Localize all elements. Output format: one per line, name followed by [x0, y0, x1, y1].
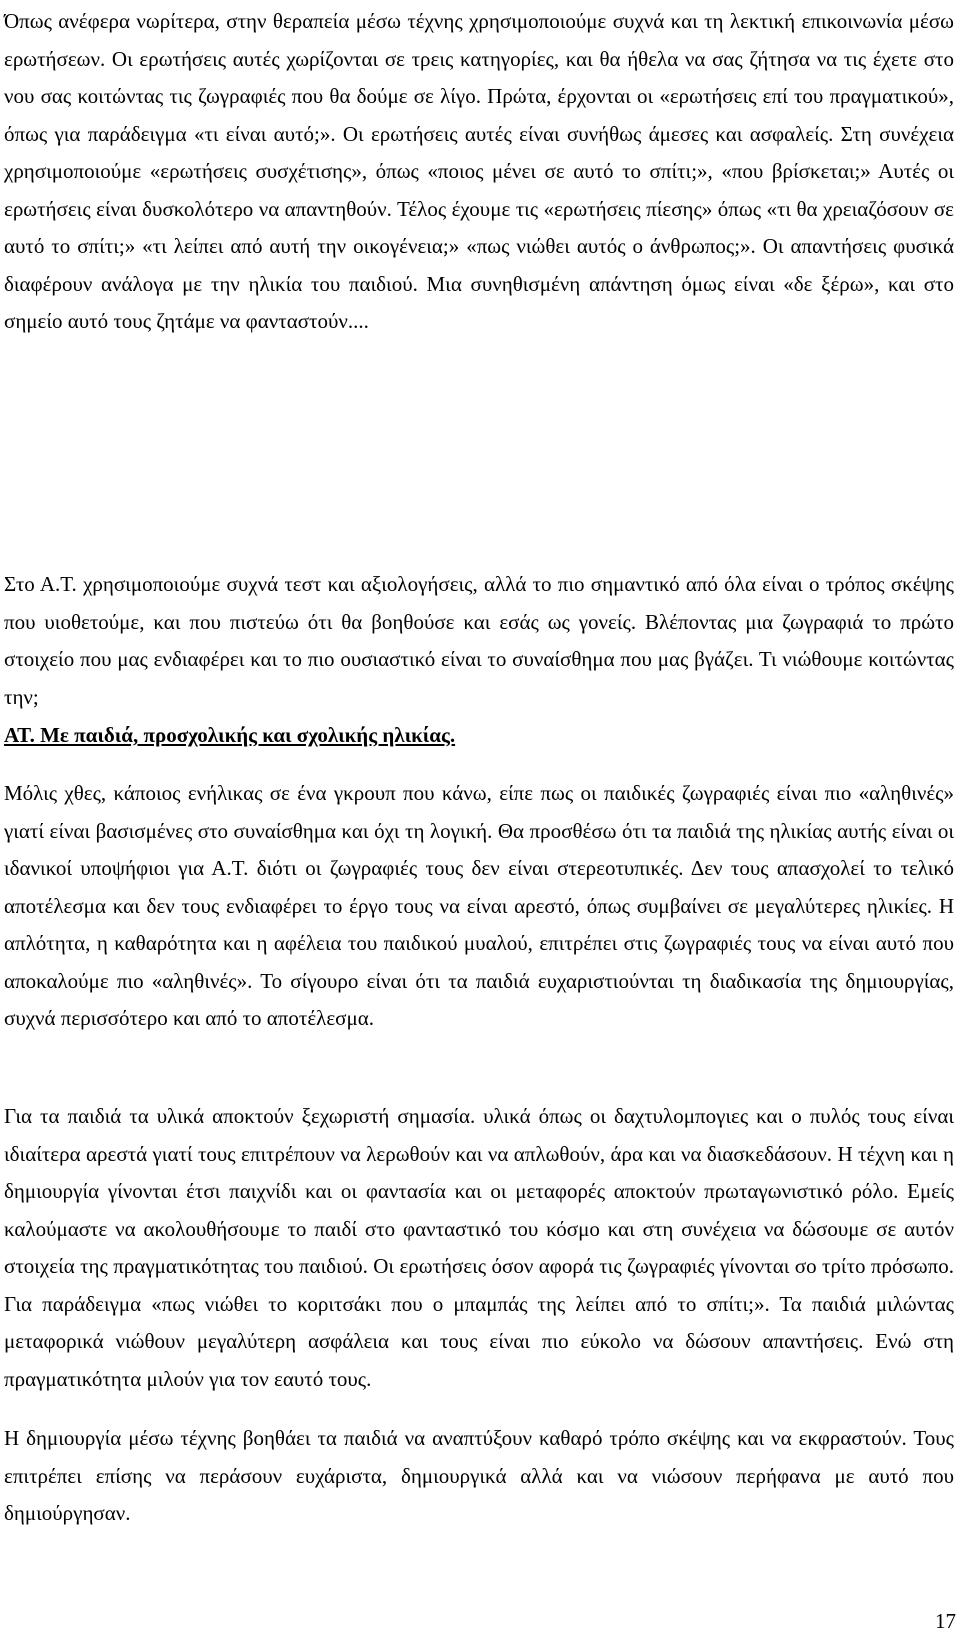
page-number: 17	[935, 1609, 956, 1633]
paragraph-materials: Για τα παιδιά τα υλικά αποκτούν ξεχωριστή σημασία. υλικά όπως οι δαχτυλομπογιες και ο πυλός τους είναι ιδιαίτερα αρεστά γιατί τους επιτρέπουν να λερωθούν και να απλωθούν, άρα και να διασκεδάσουν. Η τέχνη και η δημιουργία γίνονται έτσι παιχνίδι και οι φαντασία και οι μεταφορές αποκτούν πρωταγωνιστικό ρόλο. Εμείς καλούμαστε να ακολουθήσουμε το παιδί στο φανταστικό του κόσμο και στη συνέχεια να δώσουμε σε αυτόν στοιχεία της πραγματικότητας του παιδιού. Οι ερωτήσεις όσον αφορά τις ζωγραφιές γίνονται σο τρίτο πρόσωπο. Για παράδειγμα «πως νιώθει το κοριτσάκι που ο μπαμπάς της λείπει από το σπίτι;». Τα παιδιά μιλώντας μεταφορικά νιώθουν μεγαλύτερη ασφάλεια και τους είναι πιο εύκολο να δώσουν απαντήσεις. Ενώ στη πραγματικότητα μιλούν για τον εαυτό τους.	[4, 1104, 954, 1391]
paragraph-way-of-thinking: Στο Α.Τ. χρησιμοποιούμε συχνά τεστ και αξιολογήσεις, αλλά το πιο σημαντικό από όλα είναι ο τρόπος σκέψης που υιοθετούμε, και που πιστεύω ότι θα βοηθούσε και εσάς ως γονείς. Βλέποντας μια ζωγραφιά το πρώτο στοιχείο που μας ενδιαφέρει και το πιο ουσιαστικό είναι το συναίσθημα που μας βγάζει. Τι νιώθουμε κοιτώντας την;	[4, 572, 954, 709]
paragraph-children-drawings: Μόλις χθες, κάποιος ενήλικας σε ένα γκρουπ που κάνω, είπε πως οι παιδικές ζωγραφιές είναι πιο «αληθινές» γιατί είναι βασισμένες στο συναίσθημα και όχι τη λογική. Θα προσθέσω ότι τα παιδιά της ηλικίας αυτής είναι οι ιδανικοί υποψήφιοι για Α.Τ. διότι οι ζωγραφιές τους δεν είναι στερεοτυπικές. Δεν τους απασχολεί το τελικό αποτέλεσμα και δεν τους ενδιαφέρει το έργο τους να είναι αρεστό, όπως συμβαίνει σε μεγαλύτερες ηλικίες. Η απλότητα, η καθαρότητα και η αφέλεια του παιδικού μυαλού, επιτρέπει στις ζωγραφιές τους να είναι αυτό που αποκαλούμε πιο «αληθινές». Το σίγουρο είναι ότι τα παιδιά ευχαριστιούνται τη διαδικασία της δημιουργίας, συχνά περισσότερο και από το αποτέλεσμα.	[4, 781, 954, 1030]
paragraph-questions: Όπως ανέφερα νωρίτερα, στην θεραπεία μέσω τέχνης χρησιμοποιούμε συχνά και τη λεκτική επικοινωνία μέσω ερωτήσεων. Οι ερωτήσεις αυτές χωρίζονται σε τρεις κατηγορίες, και θα ήθελα να σας ζήτησα να τις έχετε στο νου σας κοιτώντας τις ζωγραφιές που θα δούμε σε λίγο. Πρώτα, έρχονται οι «ερωτήσεις επί του πραγματικού», όπως για παράδειγμα «τι είναι αυτό;». Οι ερωτήσεις αυτές είναι συνήθως άμεσες και ασφαλείς. Στη συνέχεια χρησιμοποιούμε «ερωτήσεις συσχέτισης», όπως «ποιος μένει σε αυτό το σπίτι;», «που βρίσκεται;» Αυτές οι ερωτήσεις είναι δυσκολότερο να απαντηθούν. Τέλος έχουμε τις «ερωτήσεις πίεσης» όπως «τι θα χρειαζόσουν σε αυτό το σπίτι;» «τι λείπει από αυτή την οικογένεια;» «πως νιώθει αυτός ο άνθρωπος;». Οι απαντήσεις φυσικά διαφέρουν ανάλογα με την ηλικία του παιδιού. Μια συνηθισμένη απάντηση όμως είναι «δε ξέρω», και στο σημείο αυτό τους ζητάμε να φανταστούν....	[4, 9, 954, 333]
paragraph-creation-benefits: Η δημιουργία μέσω τέχνης βοηθάει τα παιδιά να αναπτύξουν καθαρό τρόπο σκέψης και να εκφραστούν. Τους επιτρέπει επίσης να περάσουν ευχάριστα, δημιουργικά αλλά και να νιώσουν περήφανα με αυτό που δημιούργησαν.	[4, 1426, 954, 1525]
section-heading: ΑΤ. Με παιδιά, προσχολικής και σχολικής ηλικίας.	[4, 723, 456, 747]
